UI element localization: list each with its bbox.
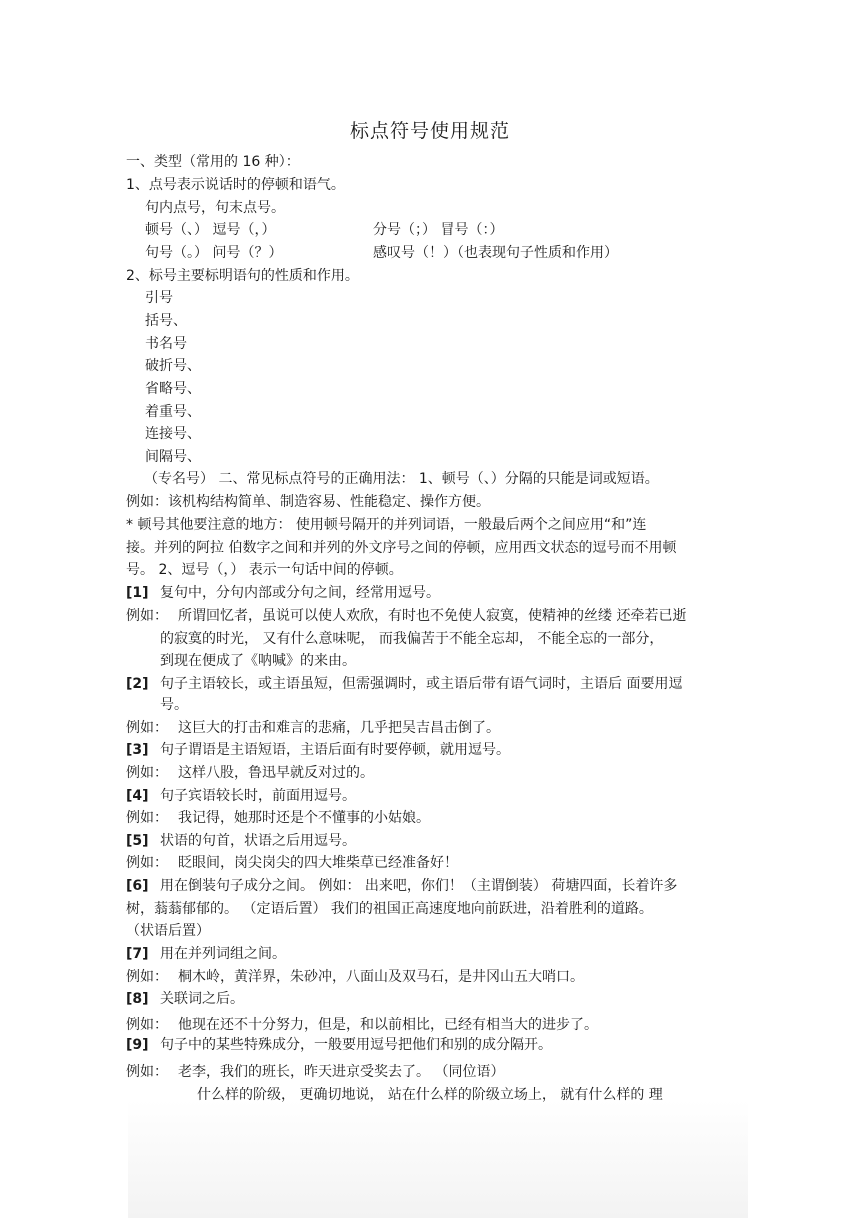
rule-number: [4] [126, 788, 149, 804]
rule-7 [126, 945, 286, 963]
rule-3 [126, 741, 510, 759]
example-rule-1-line-3: 到现在便成了《呐喊》的来由。 [160, 653, 356, 669]
rule-6-line-3: （状语后置） [126, 923, 210, 939]
note-line-3: 号。 2、逗号（，） 表示一句话中间的停顿。 [126, 562, 403, 578]
mark-item: 着重号、 [145, 404, 201, 420]
example-text: 眨眼间，岗尖岗尖的四大堆柴草已经准备好！ [178, 855, 458, 871]
item-1-line-c-left: 句号（。） 问号（？） [145, 245, 283, 261]
item-1-line-a: 句内点号，句末点号。 [145, 200, 285, 216]
example-rule-2 [126, 719, 500, 737]
rule-4 [126, 787, 356, 805]
example-label: 例如： [126, 810, 168, 826]
mark-item: 连接号、 [145, 426, 201, 442]
example-text: 这巨大的打击和难言的悲痛，几乎把吴吉昌击倒了。 [178, 720, 500, 736]
rule-text: 状语的句首，状语之后用逗号。 [160, 833, 356, 849]
example-rule-3 [126, 764, 374, 782]
rule-text: 句子谓语是主语短语，主语后面有时要停顿，就用逗号。 [160, 742, 510, 758]
rule-text: 句子中的某些特殊成分，一般要用逗号把他们和别的成分隔开。 [160, 1037, 552, 1053]
example-label: 例如： [126, 608, 168, 624]
rule-9 [126, 1036, 552, 1054]
example-rule-1-line-2: 的寂寞的时光， 又有什么意味呢， 而我偏苦于不能全忘却， 不能全忘的一部分， [160, 631, 664, 647]
rule-8 [126, 990, 244, 1008]
example-text: 这样八股，鲁迅早就反对过的。 [178, 765, 374, 781]
item-1-heading: 1、点号表示说话时的停顿和语气。 [126, 177, 345, 193]
rule-text: 复句中，分句内部或分句之间，经常用逗号。 [160, 585, 440, 601]
example-text: 桐木岭，黄洋界，朱砂冲，八面山及双马石，是井冈山五大哨口。 [178, 969, 584, 985]
rule-text: 用在倒装句子成分之间。 例如： 出来吧，你们！（主谓倒装） 荷塘四面，长着许多 [160, 878, 678, 894]
rule-6 [126, 877, 677, 895]
example-label: 例如： [126, 1064, 168, 1080]
rule-number: [6] [126, 878, 149, 894]
example-rule-9 [126, 1063, 504, 1081]
rule-5 [126, 832, 356, 850]
item-2-heading: 2、标号主要标明语句的性质和作用。 [126, 268, 359, 284]
final-line: 什么样的阶级， 更确切地说， 站在什么样的阶级立场上， 就有什么样的 理 [197, 1087, 663, 1103]
mark-item: 破折号、 [145, 358, 201, 374]
mark-item: 间隔号、 [145, 449, 201, 465]
example-text: 老李，我们的班长，昨天进京受奖去了。 （同位语） [178, 1064, 505, 1080]
rule-number: [3] [126, 742, 149, 758]
example-text: 他现在还不十分努力，但是，和以前相比，已经有相当大的进步了。 [178, 1017, 598, 1033]
rule-number: [8] [126, 991, 149, 1007]
rule-1 [126, 584, 440, 602]
example-rule-1-line-1 [126, 607, 686, 625]
item-1-line-b-left: 顿号（、） 逗号（，） [145, 222, 276, 238]
mark-item: 省略号、 [145, 381, 201, 397]
note-line-1: * 顿号其他要注意的地方： 使用顿号隔开的并列词语，一般最后两个之间应用“和”连 [126, 517, 647, 533]
example-label: 例如： [126, 765, 168, 781]
example-rule-7 [126, 968, 584, 986]
rule-number: [1] [126, 585, 149, 601]
item-1-line-c-right: 感叹号（！）（也表现句子性质和作用） [373, 245, 618, 261]
rule-2 [126, 675, 682, 693]
mark-item: 括号、 [145, 313, 187, 329]
example-label: 例如： [126, 720, 168, 736]
example-text: 所谓回忆者，虽说可以使人欢欣，有时也不免使人寂寞，使精神的丝缕 还牵若已逝 [178, 608, 687, 624]
rule-text: 句子主语较长，或主语虽短，但需强调时，或主语后带有语气词时，主语后 面要用逗 [160, 676, 683, 692]
rule-6-line-2: 树，蓊蓊郁郁的。 （定语后置） 我们的祖国正高速度地向前跃进，沿着胜利的道路。 [126, 901, 653, 917]
scan-shadow [128, 1100, 748, 1218]
page-title: 标点符号使用规范 [349, 120, 510, 142]
rule-text: 用在并列词组之间。 [160, 946, 286, 962]
item-1-line-b-right: 分号（；） 冒号（：） [373, 222, 504, 238]
example-label: 例如： [126, 855, 168, 871]
section-2-intro: （专名号） 二、常见标点符号的正确用法： 1、顿号（、）分隔的只能是词或短语。 [144, 471, 659, 487]
rule-number: [2] [126, 676, 149, 692]
example-rule-8 [126, 1016, 598, 1034]
example-rule-4 [126, 809, 430, 827]
mark-item: 引号 [145, 290, 173, 306]
mark-item: 书名号 [145, 336, 187, 352]
rule-number: [5] [126, 833, 149, 849]
example-label: 例如： [126, 1017, 168, 1033]
rule-text: 关联词之后。 [160, 991, 244, 1007]
example-dunhao: 例如：该机构结构简单、制造容易、性能稳定、操作方便。 [126, 494, 490, 510]
rule-number: [9] [126, 1037, 149, 1053]
section-1-heading: 一、类型（常用的 16 种）： [126, 154, 300, 170]
rule-number: [7] [126, 946, 149, 962]
note-line-2: 接。并列的阿拉 伯数字之间和并列的外文序号之间的停顿，应用西文状态的逗号而不用顿 [126, 540, 677, 556]
example-label: 例如： [126, 969, 168, 985]
example-text: 我记得，她那时还是个不懂事的小姑娘。 [178, 810, 430, 826]
example-rule-5 [126, 854, 458, 872]
rule-text: 句子宾语较长时，前面用逗号。 [160, 788, 356, 804]
rule-2-line-2: 号。 [160, 697, 188, 713]
